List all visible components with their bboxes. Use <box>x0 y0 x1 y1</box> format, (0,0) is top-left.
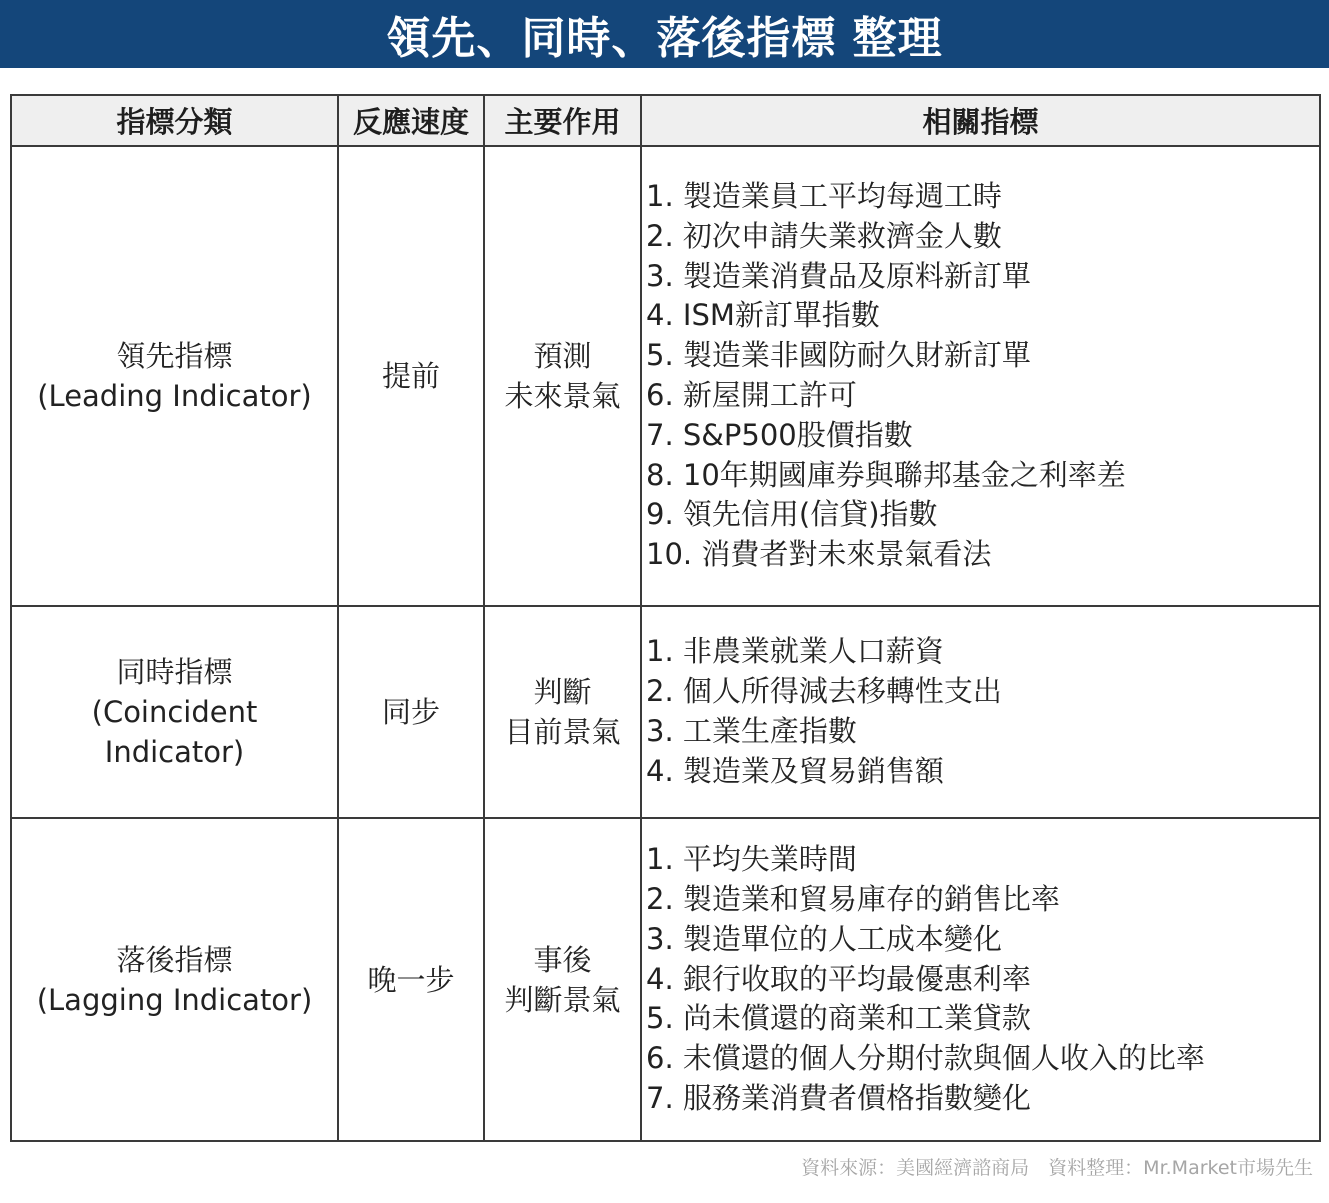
indicator-list <box>646 840 1319 1119</box>
list-item: 7. 服務業消費者價格指數變化 <box>646 1080 1031 1115</box>
list-item: 4. 製造業及貿易銷售額 <box>646 753 944 788</box>
list-item: 1. 製造業員工平均每週工時 <box>646 179 1002 214</box>
list-item: 2. 初次申請失業救濟金人數 <box>646 218 1002 253</box>
list-item: 1. 非農業就業人口薪資 <box>646 634 944 669</box>
list-item: 1. 平均失業時間 <box>646 842 857 877</box>
table-row-coincident <box>11 606 1320 818</box>
category-cell <box>11 818 338 1141</box>
table-header-row <box>11 95 1320 146</box>
list-item: 9. 領先信用(信貸)指數 <box>646 497 938 532</box>
category-name-zh: 同時指標 <box>116 655 233 689</box>
category-cell <box>11 606 338 818</box>
list-item: 6. 未償還的個人分期付款與個人收入的比率 <box>646 1041 1205 1076</box>
list-item: 2. 製造業和貿易庫存的銷售比率 <box>646 882 1060 916</box>
header-category: 指標分類 <box>11 95 338 146</box>
category-name-en: (Coincident <box>91 695 258 729</box>
list-item: 8. 10年期國庫券與聯邦基金之利率差 <box>646 457 1126 492</box>
list-item: 3. 製造單位的人工成本變化 <box>646 921 1002 956</box>
list-item: 3. 工業生產指數 <box>646 714 857 748</box>
page-title: 領先、同時、落後指標 整理 <box>0 0 1329 68</box>
category-name-en: (Leading Indicator) <box>37 379 312 413</box>
header-speed: 反應速度 <box>338 95 484 146</box>
list-item: 4. 銀行收取的平均最優惠利率 <box>646 961 1031 996</box>
list-item: 3. 製造業消費品及原料新訂單 <box>646 258 1031 293</box>
category-name-zh: 落後指標 <box>116 942 233 977</box>
category-name-en: Indicator) <box>104 735 245 769</box>
indicator-list <box>646 177 1319 575</box>
indicator-list <box>646 632 1319 791</box>
list-item: 10. 消費者對未來景氣看法 <box>646 537 992 572</box>
indicators-cell <box>641 606 1320 818</box>
purpose-line: 判斷 <box>533 675 592 709</box>
header-related-indicators: 相關指標 <box>641 95 1320 146</box>
list-item: 6. 新屋開工許可 <box>646 378 857 412</box>
indicators-cell <box>641 818 1320 1141</box>
purpose-line: 事後 <box>533 942 592 977</box>
purpose-line: 未來景氣 <box>504 379 621 413</box>
speed-cell: 同步 <box>338 606 484 818</box>
indicators-cell <box>641 146 1320 606</box>
table-row-lagging <box>11 818 1320 1141</box>
category-name-zh: 領先指標 <box>116 339 233 373</box>
category-cell <box>11 146 338 606</box>
indicator-table <box>10 94 1321 1142</box>
purpose-line: 判斷景氣 <box>504 982 621 1017</box>
speed-cell: 晚一步 <box>338 818 484 1141</box>
list-item: 2. 個人所得減去移轉性支出 <box>646 674 1002 709</box>
category-name-en: (Lagging Indicator) <box>36 982 313 1017</box>
purpose-cell <box>484 606 641 818</box>
list-item: 5. 製造業非國防耐久財新訂單 <box>646 338 1031 373</box>
purpose-cell <box>484 146 641 606</box>
list-item: 5. 尚未償還的商業和工業貸款 <box>646 1001 1031 1036</box>
purpose-line: 預測 <box>533 339 592 373</box>
header-purpose: 主要作用 <box>484 95 641 146</box>
purpose-cell <box>484 818 641 1141</box>
source-note: 資料來源：美國經濟諮商局 資料整理：Mr.Market市場先生 <box>801 1157 1313 1179</box>
table-row-leading <box>11 146 1320 606</box>
purpose-line: 目前景氣 <box>504 715 621 749</box>
list-item: 7. S&P500股價指數 <box>646 417 913 452</box>
speed-cell: 提前 <box>338 146 484 606</box>
list-item: 4. ISM新訂單指數 <box>646 298 880 333</box>
